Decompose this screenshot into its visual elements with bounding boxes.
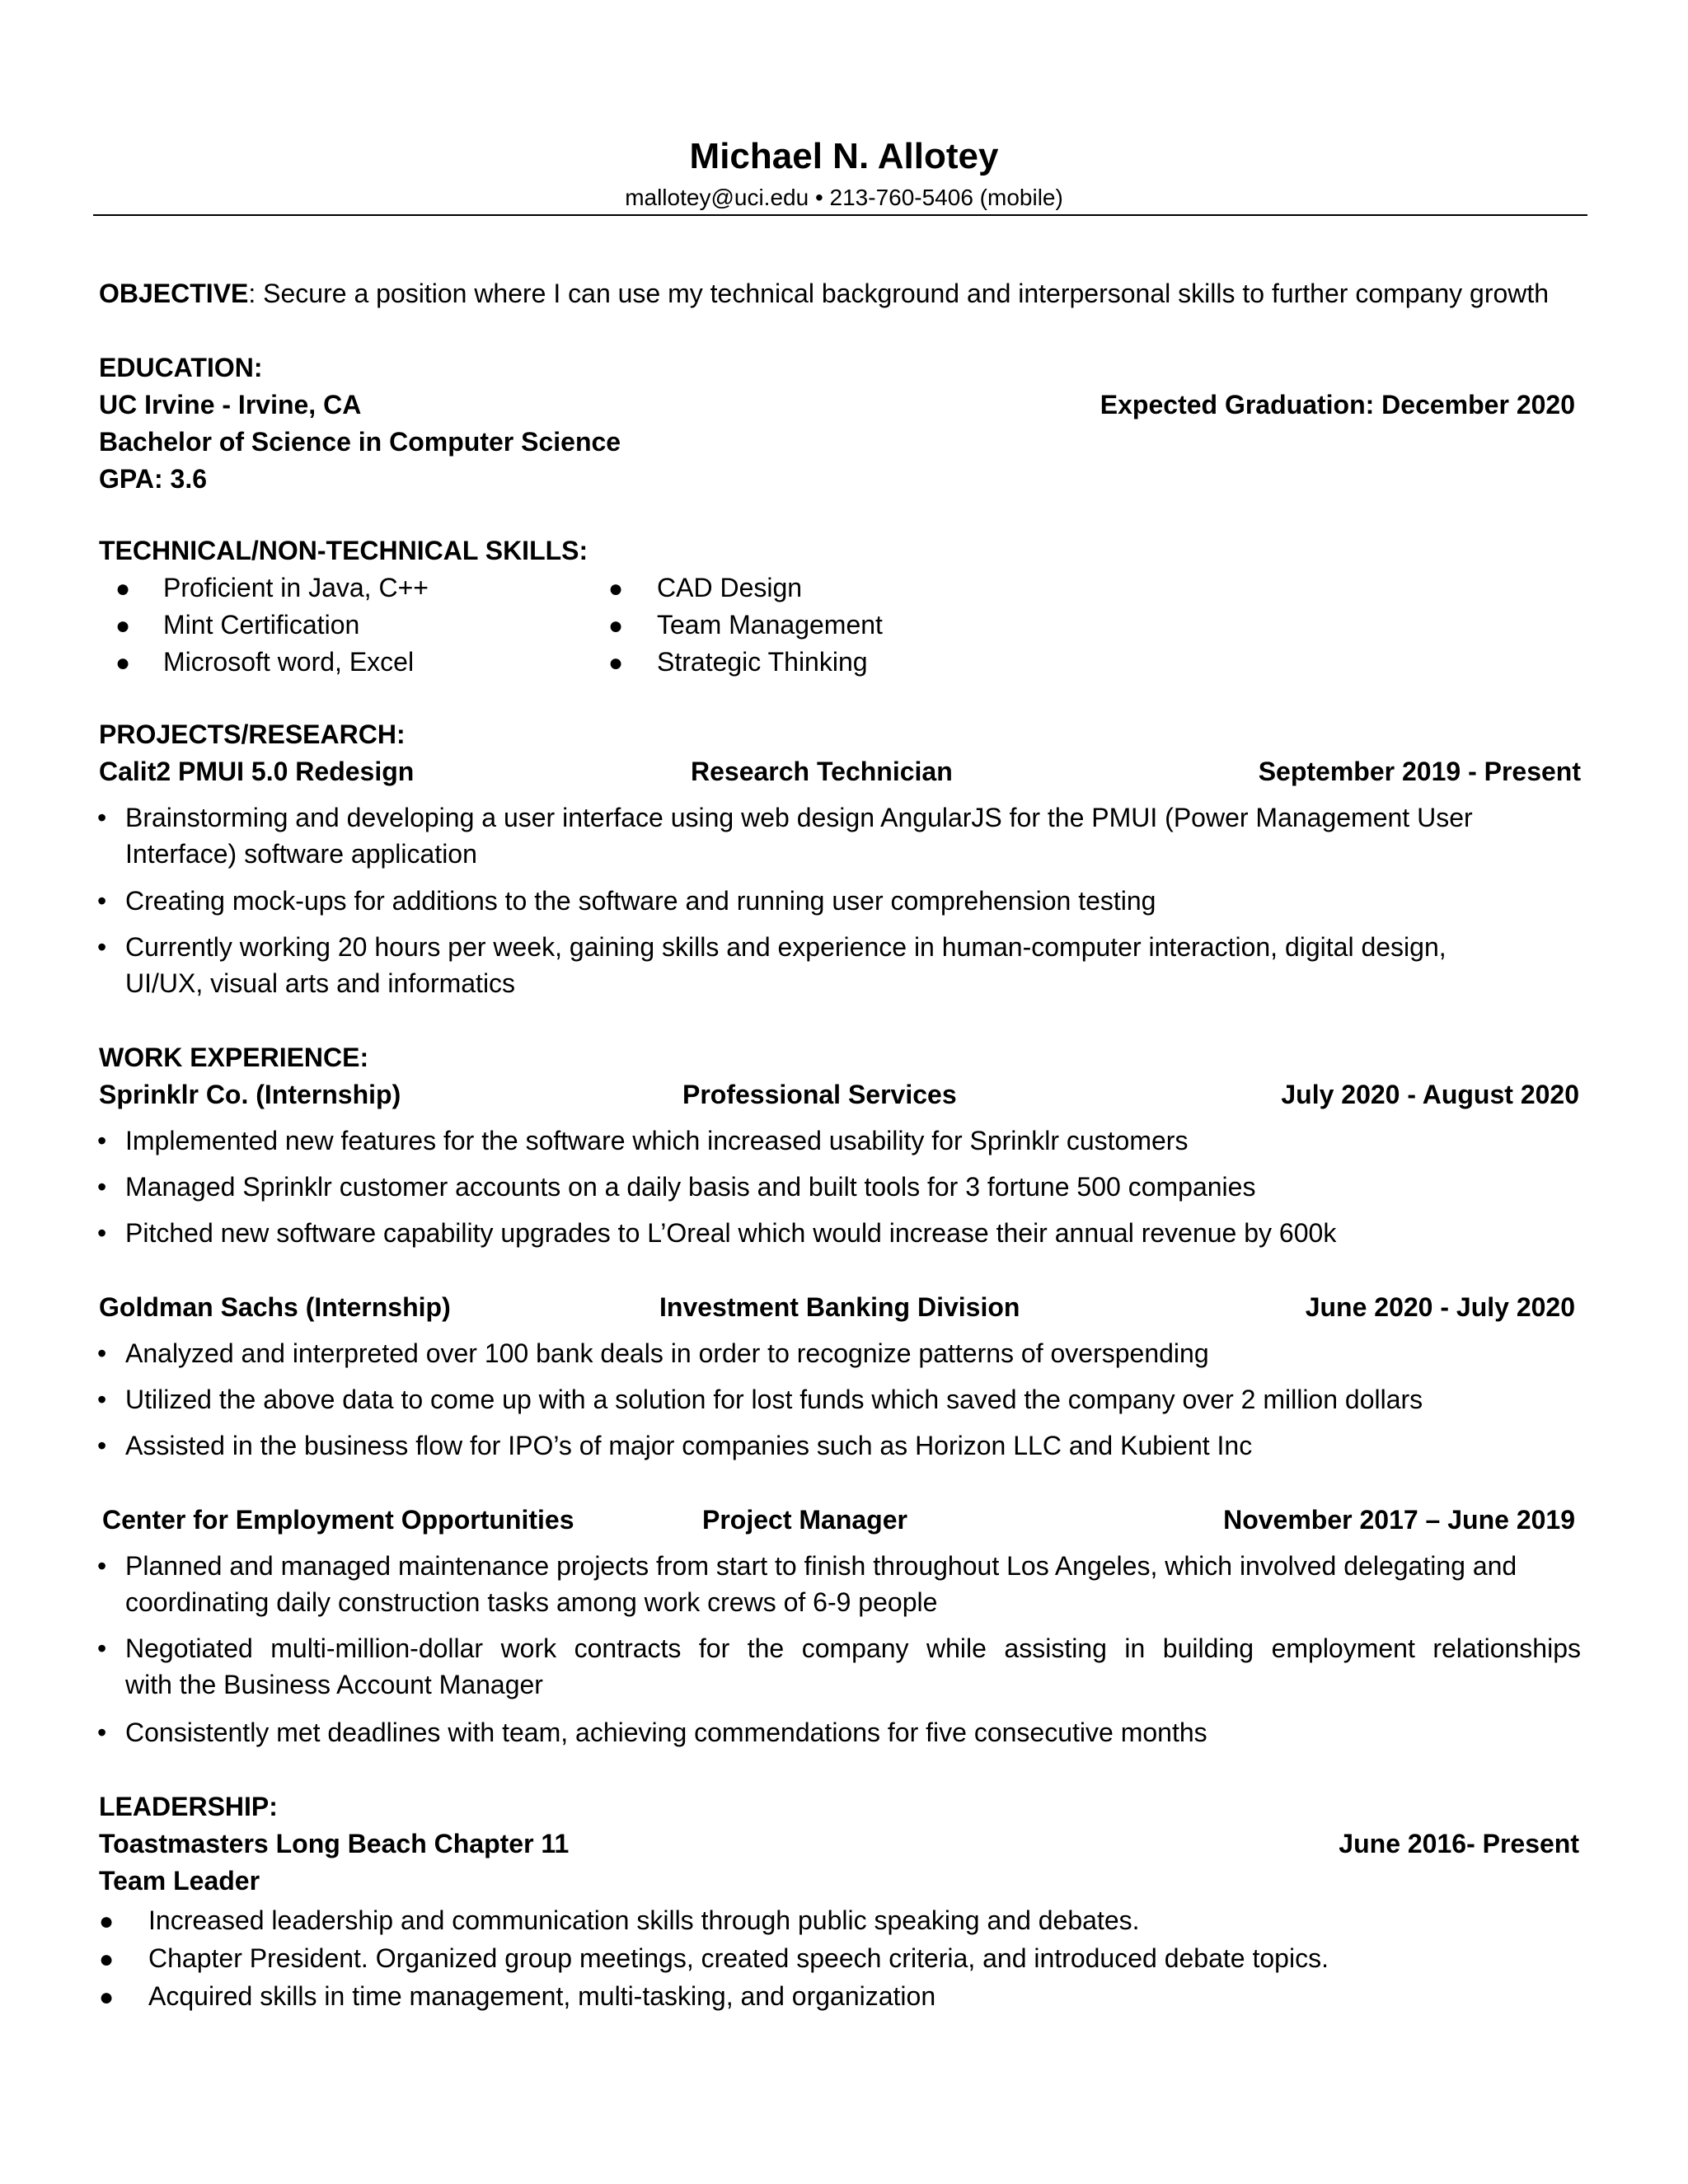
- bullet-icon: ●: [99, 1908, 115, 1935]
- leadership-bullet-line: Chapter President. Organized group meetings, created speech criteria, and introduced debate topics.: [148, 1943, 1329, 1973]
- skill-item-label: Proficient in Java, C++: [163, 573, 429, 602]
- contact-line: mallotey@uci.edu • 213-760-5406 (mobile): [625, 185, 1063, 210]
- job-bullet-line: Consistently met deadlines with team, achieving commendations for five consecutive months: [125, 1718, 1207, 1747]
- education-school: UC Irvine - Irvine, CA: [99, 390, 362, 419]
- job-bullet-line: coordinating daily construction tasks among work crews of 6-9 people: [125, 1587, 938, 1617]
- bullet-icon: •: [97, 1431, 107, 1460]
- job-bullet-line: Analyzed and interpreted over 100 bank deals in order to recognize patterns of overspending: [125, 1338, 1209, 1368]
- job-role: Investment Banking Division: [659, 1292, 1020, 1322]
- bullet-icon: •: [97, 932, 107, 962]
- projects-heading: PROJECTS/RESEARCH:: [99, 719, 406, 749]
- education-degree: Bachelor of Science in Computer Science: [99, 427, 621, 457]
- header-divider: [93, 214, 1587, 216]
- project-bullet-line: Interface) software application: [125, 839, 477, 869]
- skill-item: [608, 649, 623, 676]
- bullet-icon: •: [97, 1218, 107, 1248]
- bullet-icon: ●: [608, 649, 624, 677]
- skill-item-label: Microsoft word, Excel: [163, 647, 415, 677]
- job-company: Sprinklr Co. (Internship): [99, 1080, 401, 1109]
- skill-item-label: Strategic Thinking: [657, 647, 868, 677]
- job-bullet-line: Managed Sprinklr customer accounts on a daily basis and built tools for 3 fortune 500 companies: [125, 1172, 1256, 1202]
- objective: [99, 280, 1549, 307]
- leadership-heading: LEADERSHIP:: [99, 1792, 278, 1821]
- job-bullet-line: Implemented new features for the software which increased usability for Sprinklr customers: [125, 1126, 1189, 1155]
- job-role: Professional Services: [682, 1080, 957, 1109]
- bullet-icon: •: [97, 1126, 107, 1155]
- leadership-bullet-line: Acquired skills in time management, multi-tasking, and organization: [148, 1981, 936, 2011]
- bullet-icon: •: [97, 1551, 107, 1581]
- bullet-icon: ●: [99, 1984, 115, 2011]
- education-gpa: GPA: 3.6: [99, 464, 207, 494]
- leadership-role: Team Leader: [99, 1866, 260, 1896]
- project-title: Calit2 PMUI 5.0 Redesign: [99, 757, 415, 786]
- objective-label: OBJECTIVE: [99, 279, 249, 308]
- bullet-icon: ●: [115, 649, 131, 677]
- job-dates: July 2020 - August 2020: [1281, 1080, 1579, 1109]
- job-bullet-line: Planned and managed maintenance projects from start to finish throughout Los Angeles, which involved delegating and: [125, 1551, 1517, 1581]
- leadership-bullet-line: Increased leadership and communication skills through public speaking and debates.: [148, 1905, 1140, 1935]
- bullet-icon: •: [97, 886, 107, 916]
- job-bullet-line: Assisted in the business flow for IPO’s of major companies such as Horizon LLC and Kubient Inc: [125, 1431, 1253, 1460]
- education-heading: EDUCATION:: [99, 353, 263, 382]
- bullet-icon: ●: [608, 612, 624, 640]
- skills-heading: TECHNICAL/NON-TECHNICAL SKILLS:: [99, 536, 588, 565]
- bullet-icon: ●: [115, 575, 131, 602]
- job-bullet-line: Pitched new software capability upgrades to L’Oreal which would increase their annual revenue by 600k: [125, 1218, 1337, 1248]
- leadership-dates: June 2016- Present: [1339, 1829, 1579, 1858]
- candidate-name: Michael N. Allotey: [689, 136, 999, 176]
- skill-item: [115, 612, 130, 639]
- job-company: Center for Employment Opportunities: [102, 1505, 574, 1535]
- job-dates: November 2017 – June 2019: [1223, 1505, 1575, 1535]
- job-role: Project Manager: [702, 1505, 907, 1535]
- job-bullet-line: Negotiated multi-million-dollar work contracts for the company while assisting in building employment relationships: [125, 1633, 1581, 1663]
- bullet-icon: •: [97, 1718, 107, 1747]
- skill-item: [608, 574, 623, 602]
- leadership-org: Toastmasters Long Beach Chapter 11: [99, 1829, 570, 1858]
- skill-item: [115, 649, 130, 676]
- project-role: Research Technician: [691, 757, 953, 786]
- bullet-icon: ●: [115, 612, 131, 640]
- skill-item-label: Team Management: [657, 610, 883, 640]
- skill-item: [608, 612, 623, 639]
- skill-item: [115, 574, 130, 602]
- bullet-icon: •: [97, 1633, 107, 1663]
- project-bullet-line: Creating mock-ups for additions to the software and running user comprehension testing: [125, 886, 1156, 916]
- skill-item-label: CAD Design: [657, 573, 803, 602]
- bullet-icon: •: [97, 1385, 107, 1414]
- bullet-icon: •: [97, 803, 107, 832]
- skill-item-label: Mint Certification: [163, 610, 360, 640]
- project-bullet-line: UI/UX, visual arts and informatics: [125, 968, 516, 998]
- project-bullet-line: Brainstorming and developing a user interface using web design AngularJS for the PMUI (Power Management User: [125, 803, 1473, 832]
- job-company: Goldman Sachs (Internship): [99, 1292, 451, 1322]
- education-graduation: Expected Graduation: December 2020: [1100, 390, 1575, 419]
- job-dates: June 2020 - July 2020: [1305, 1292, 1575, 1322]
- bullet-icon: •: [97, 1172, 107, 1202]
- job-bullet-line: with the Business Account Manager: [125, 1670, 543, 1699]
- work-heading: WORK EXPERIENCE:: [99, 1043, 369, 1072]
- project-bullet-line: Currently working 20 hours per week, gaining skills and experience in human-computer interaction, digital design,: [125, 932, 1447, 962]
- job-bullet-line: Utilized the above data to come up with a solution for lost funds which saved the company over 2 million dollars: [125, 1385, 1423, 1414]
- project-dates: September 2019 - Present: [1258, 757, 1581, 786]
- bullet-icon: •: [97, 1338, 107, 1368]
- bullet-icon: ●: [608, 575, 624, 602]
- bullet-icon: ●: [99, 1946, 115, 1973]
- objective-text: : Secure a position where I can use my technical background and interpersonal skills to further company growth: [248, 279, 1550, 308]
